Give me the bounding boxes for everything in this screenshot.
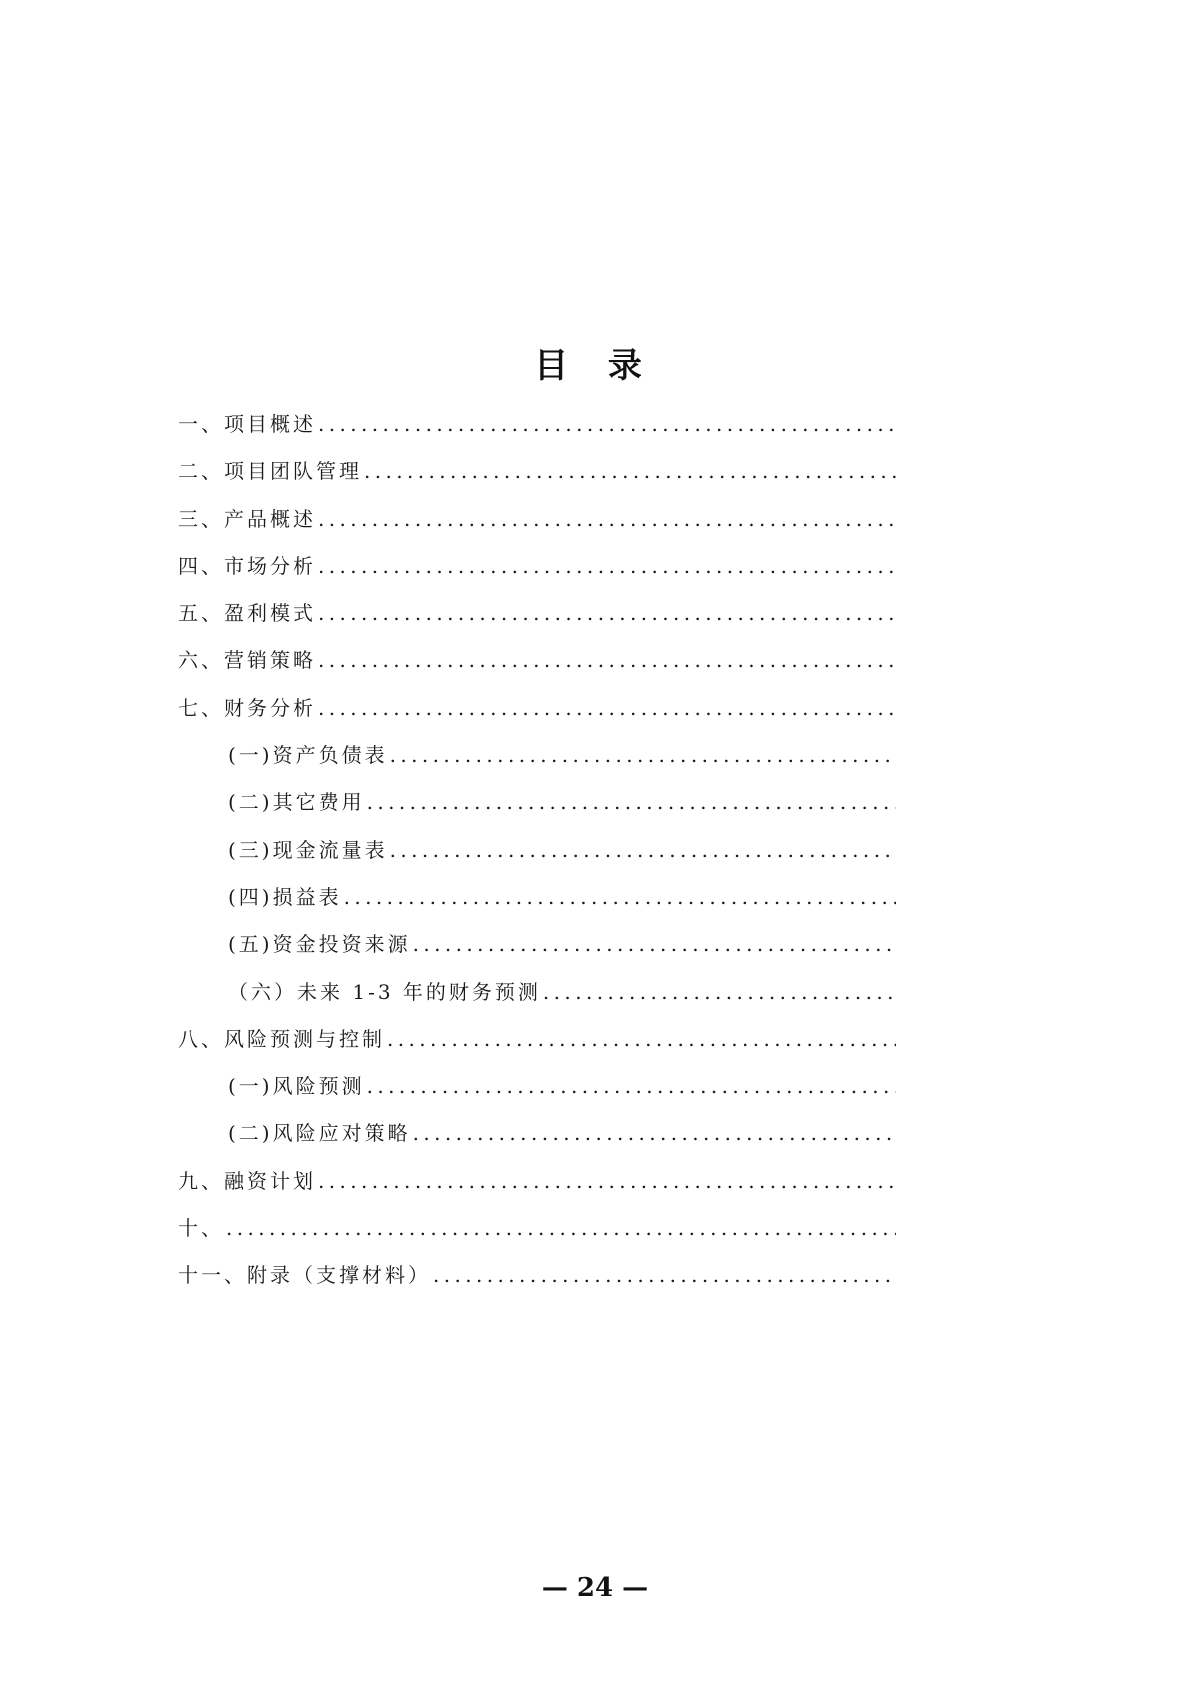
- toc-entry-label: (二)其它费用: [228, 790, 365, 815]
- toc-entry-label: 八、风险预测与控制: [178, 1026, 385, 1051]
- toc-dot-leader: [318, 412, 896, 436]
- toc-entry[interactable]: [178, 1023, 896, 1070]
- toc-entry-label: 二、项目团队管理: [178, 459, 362, 484]
- toc-entry-label: (四)损益表: [228, 884, 342, 909]
- toc-dot-leader: [367, 1074, 896, 1098]
- toc-dot-leader: [433, 1263, 896, 1287]
- toc-entry-label: 五、盈利模式: [178, 601, 316, 626]
- toc-entry[interactable]: [178, 786, 896, 833]
- toc-entry-label: (一)资产负债表: [228, 743, 388, 768]
- toc-entry-label: 十一、附录（支撑材料）: [178, 1263, 431, 1288]
- table-of-contents: [178, 408, 896, 1307]
- toc-entry[interactable]: [178, 834, 896, 881]
- toc-dot-leader: [387, 1027, 896, 1051]
- toc-entry-label: (一)风险预测: [228, 1074, 365, 1099]
- toc-dot-leader: [226, 1216, 896, 1240]
- toc-entry[interactable]: [178, 1117, 896, 1164]
- toc-dot-leader: [344, 885, 896, 909]
- toc-entry[interactable]: [178, 976, 896, 1023]
- toc-entry[interactable]: [178, 503, 896, 550]
- toc-dot-leader: [318, 1169, 896, 1193]
- toc-entry-label: 六、营销策略: [178, 648, 316, 673]
- toc-dot-leader: [367, 790, 896, 814]
- toc-entry[interactable]: [178, 692, 896, 739]
- toc-dot-leader: [390, 743, 896, 767]
- toc-entry-label: 三、产品概述: [178, 506, 316, 531]
- toc-dot-leader: [318, 507, 896, 531]
- toc-entry[interactable]: [178, 597, 896, 644]
- toc-dot-leader: [364, 459, 896, 483]
- toc-entry[interactable]: [178, 928, 896, 975]
- toc-entry-label: 四、市场分析: [178, 553, 316, 578]
- toc-entry[interactable]: [178, 739, 896, 786]
- toc-entry-label: (五)资金投资来源: [228, 932, 411, 957]
- page-number: — 24 —: [541, 1573, 649, 1603]
- toc-entry[interactable]: [178, 881, 896, 928]
- toc-title: 目 录: [534, 346, 656, 386]
- toc-entry-label: 十、: [178, 1216, 224, 1241]
- toc-entry[interactable]: [178, 1259, 896, 1306]
- toc-entry[interactable]: [178, 1165, 896, 1212]
- toc-entry-label: 七、财务分析: [178, 695, 316, 720]
- toc-entry-label: （六）未来 1-3 年的财务预测: [228, 979, 541, 1004]
- toc-entry[interactable]: [178, 644, 896, 691]
- toc-entry-label: 一、项目概述: [178, 412, 316, 436]
- toc-dot-leader: [318, 554, 896, 578]
- toc-dot-leader: [413, 1121, 896, 1145]
- toc-entry-label: (三)现金流量表: [228, 837, 388, 862]
- toc-entry[interactable]: [178, 1070, 896, 1117]
- toc-entry[interactable]: [178, 408, 896, 455]
- toc-entry[interactable]: [178, 1212, 896, 1259]
- toc-dot-leader: [318, 648, 896, 672]
- toc-dot-leader: [390, 838, 896, 862]
- toc-entry[interactable]: [178, 455, 896, 502]
- toc-entry[interactable]: [178, 550, 896, 597]
- toc-dot-leader: [413, 932, 896, 956]
- toc-entry-label: 九、融资计划: [178, 1168, 316, 1193]
- toc-dot-leader: [318, 696, 896, 720]
- toc-dot-leader: [318, 601, 896, 625]
- toc-dot-leader: [543, 980, 896, 1004]
- toc-entry-label: (二)风险应对策略: [228, 1121, 411, 1146]
